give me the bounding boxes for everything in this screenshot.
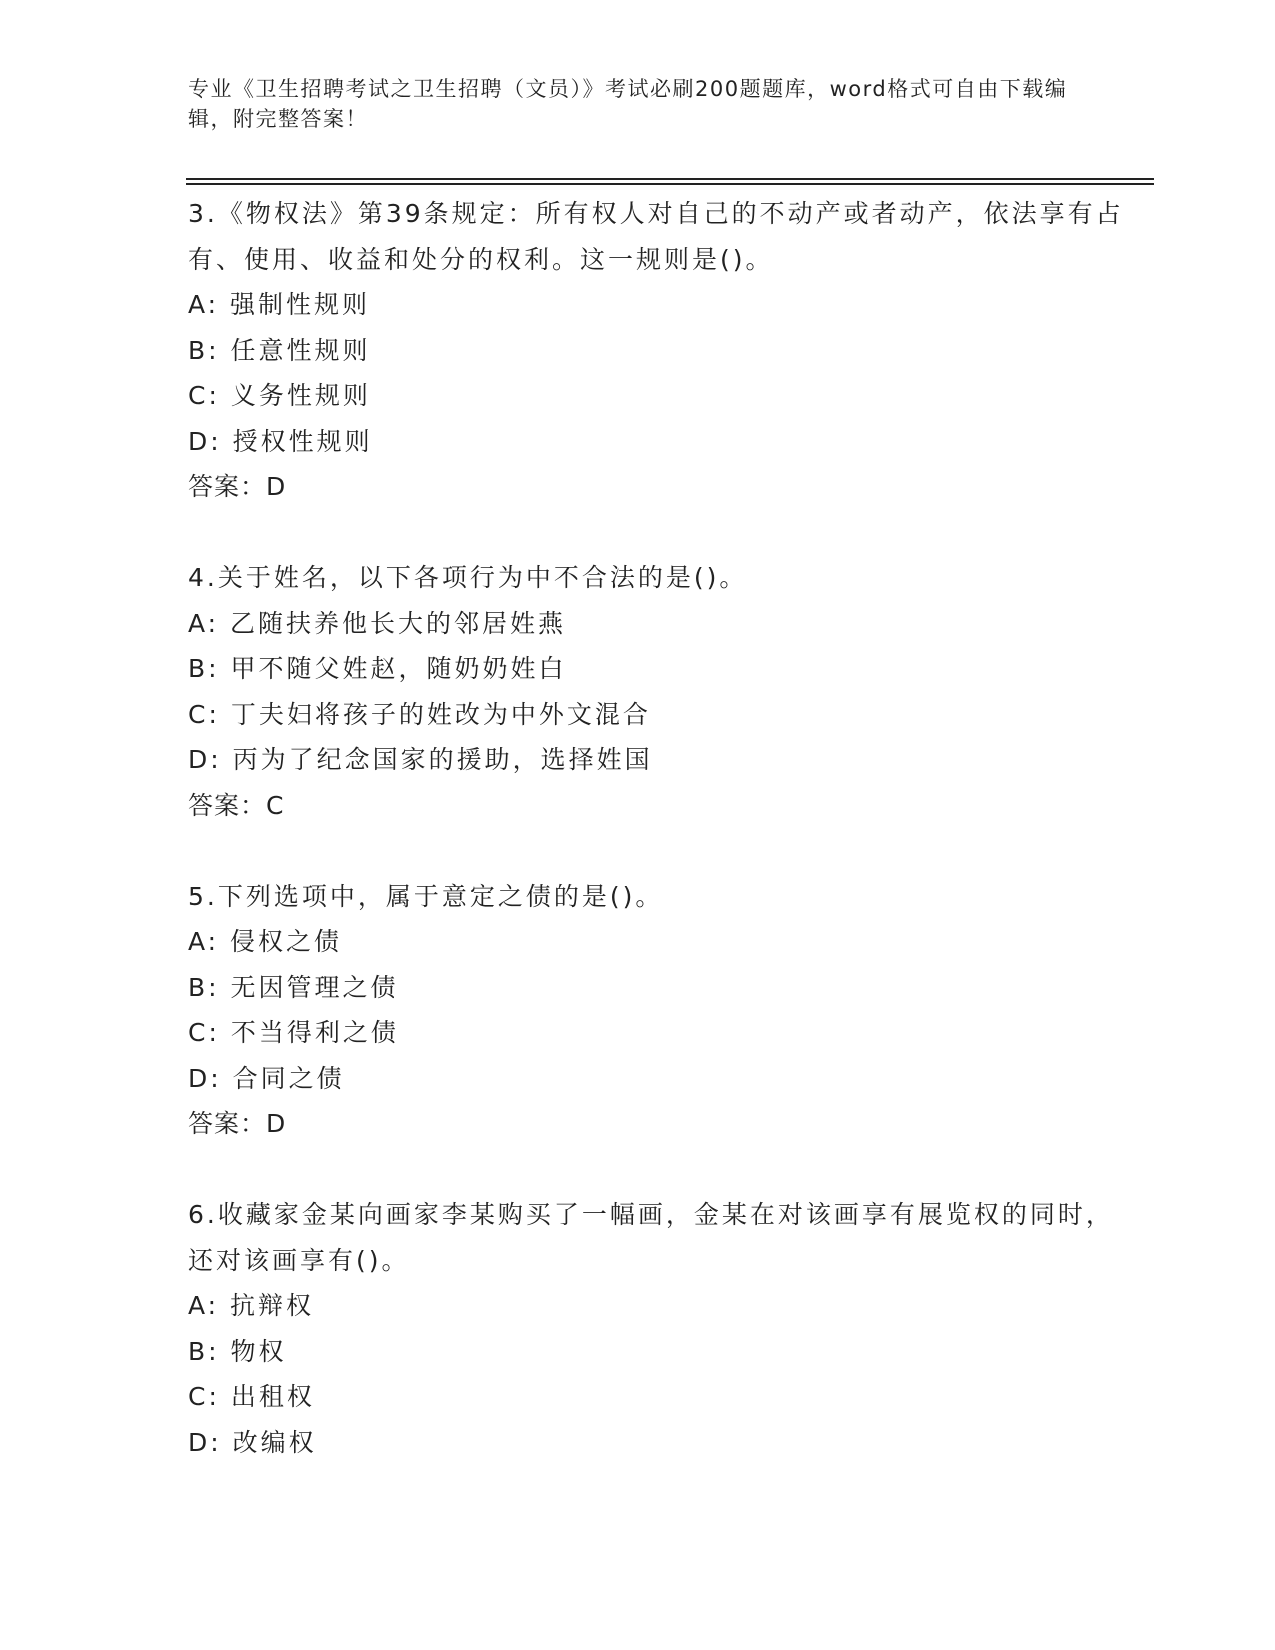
option-c: C: 出租权 [188,1382,315,1411]
question-list [188,191,1128,1511]
answer-line: 答案：D [188,1109,287,1138]
question-3 [188,191,1128,510]
question-stem: 6.收藏家金某向画家李某购买了一幅画，金某在对该画享有展览权的同时，还对该画享有()。 [188,1200,1114,1275]
option-a: A: 强制性规则 [188,290,371,319]
option-d: D: 改编权 [188,1427,317,1457]
header-divider-second [186,183,1154,185]
question-stem: 4.关于姓名，以下各项行为中不合法的是()。 [188,563,748,592]
question-6 [188,1192,1128,1465]
question-5 [188,874,1128,1147]
option-d: D: 丙为了纪念国家的援助，选择姓国 [188,745,653,774]
option-a: A: 侵权之债 [188,927,343,956]
option-c: C: 义务性规则 [188,381,371,410]
option-d: D: 授权性规则 [188,426,373,456]
question-4 [188,555,1128,828]
question-stem: 5.下列选项中，属于意定之债的是()。 [188,881,664,911]
option-a: A: 抗辩权 [188,1291,315,1320]
option-b: B: 物权 [188,1336,287,1366]
question-stem: 3.《物权法》第39条规定：所有权人对自己的不动产或者动产，依法享有占有、使用、收益和处分的权利。这一规则是()。 [188,199,1124,274]
option-a: A: 乙随扶养他长大的邻居姓燕 [188,608,567,638]
option-d: D: 合同之债 [188,1063,345,1093]
option-b: B: 甲不随父姓赵，随奶奶姓白 [188,654,567,683]
option-b: B: 无因管理之债 [188,972,399,1002]
option-c: C: 不当得利之债 [188,1018,399,1047]
option-b: B: 任意性规则 [188,335,371,365]
answer-line: 答案：C [188,790,285,820]
answer-line: 答案：D [188,472,287,501]
document-header: 专业《卫生招聘考试之卫生招聘（文员）》考试必刷200题题库，word格式可自由下载编辑，附完整答案！ [188,77,1068,131]
header-divider [186,178,1154,180]
option-c: C: 丁夫妇将孩子的姓改为中外文混合 [188,699,651,729]
